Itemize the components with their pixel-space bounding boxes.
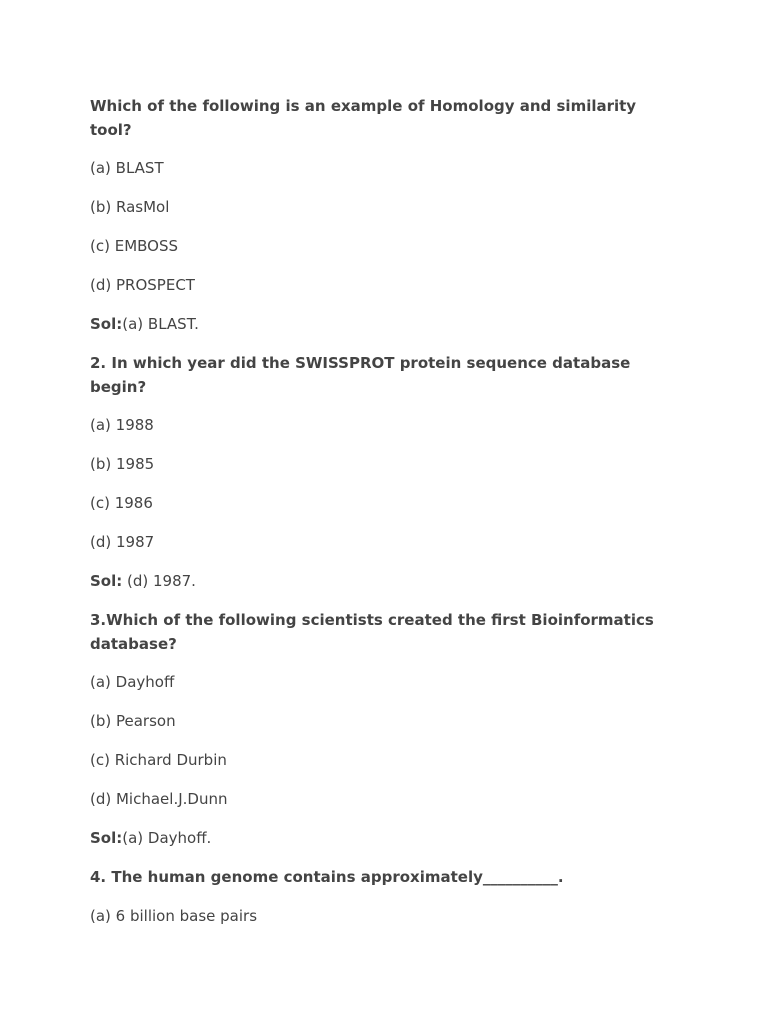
solution-label: Sol: <box>90 315 123 333</box>
option: (a) Dayhoff <box>90 673 175 691</box>
solution-text: (a) BLAST. <box>122 315 199 333</box>
solution-label: Sol: <box>90 829 123 847</box>
question-text: 3.Which of the following scientists created the first Bioinformatics database? <box>90 611 654 653</box>
option: (b) RasMol <box>90 198 170 216</box>
question-block-2 <box>90 352 680 594</box>
solution-text: (d) 1987. <box>122 572 196 590</box>
question-text: 2. In which year did the SWISSPROT protein sequence database begin? <box>90 354 631 396</box>
option: (d) 1987 <box>90 533 155 551</box>
solution-label: Sol: <box>90 572 123 590</box>
quiz-document <box>90 95 680 944</box>
question-block-4 <box>90 866 680 928</box>
option: (a) BLAST <box>90 159 164 177</box>
question-text: Which of the following is an example of Homology and similarity tool? <box>90 97 637 139</box>
solution-text: (a) Dayhoff. <box>122 829 212 847</box>
option: (c) Richard Durbin <box>90 751 227 769</box>
option: (d) PROSPECT <box>90 276 195 294</box>
question-block-1 <box>90 95 680 337</box>
solution <box>90 827 680 851</box>
solution <box>90 570 680 594</box>
option: (c) 1986 <box>90 494 153 512</box>
option: (b) 1985 <box>90 455 155 473</box>
option: (b) Pearson <box>90 712 176 730</box>
question-block-3 <box>90 609 680 851</box>
solution <box>90 313 680 337</box>
question-text: 4. The human genome contains approximately__________. <box>90 868 564 886</box>
option: (a) 1988 <box>90 416 154 434</box>
option: (a) 6 billion base pairs <box>90 906 258 925</box>
option: (d) Michael.J.Dunn <box>90 790 228 808</box>
option: (c) EMBOSS <box>90 237 179 255</box>
